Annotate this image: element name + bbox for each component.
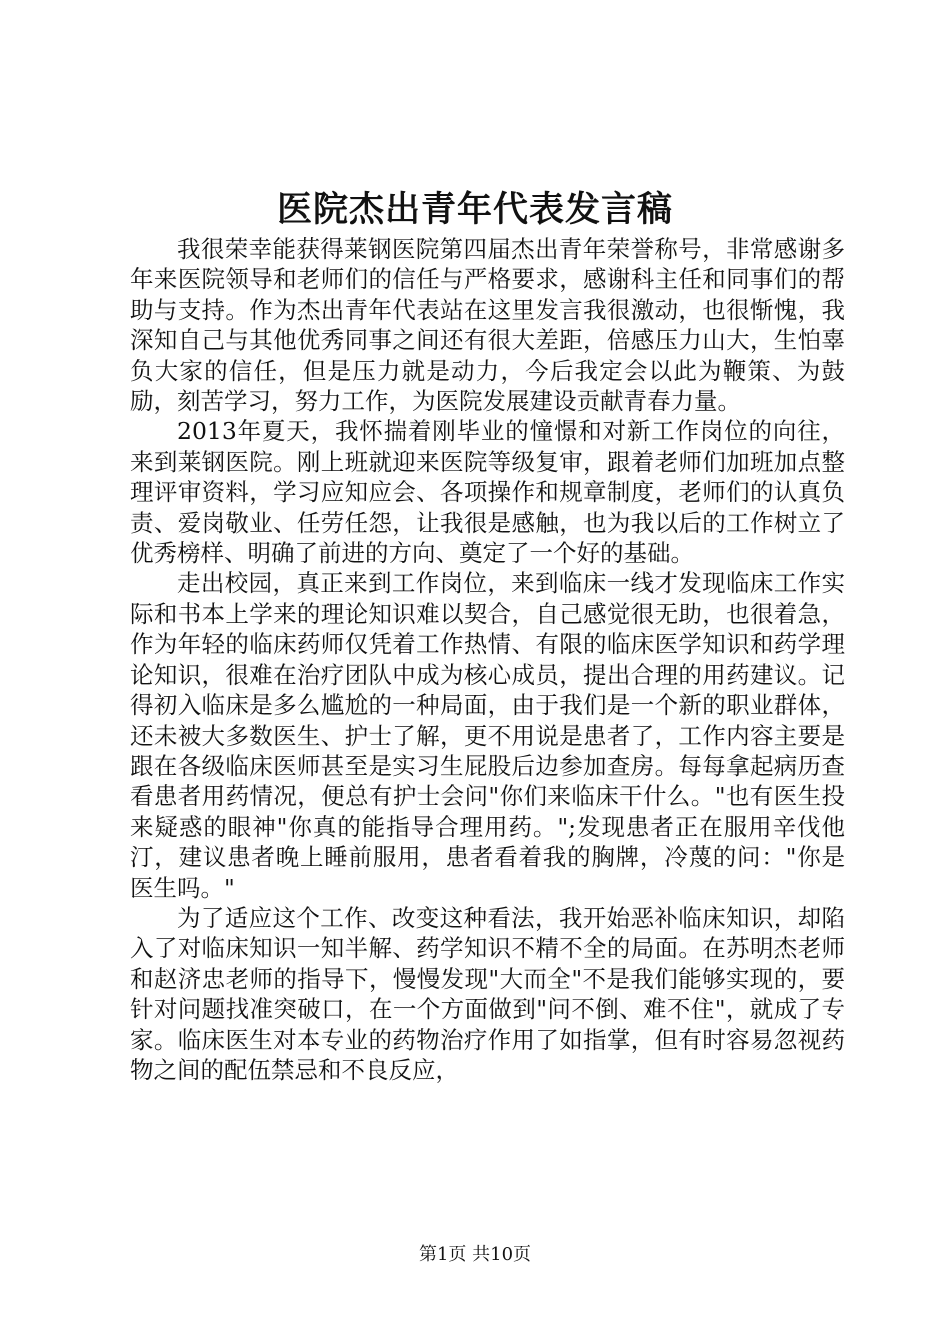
document-title: 医院杰出青年代表发言稿 (276, 189, 673, 230)
paragraph-2: 2013年夏天，我怀揣着刚毕业的憧憬和对新工作岗位的向往，来到莱钢医院。刚上班就迎来医院等级复审，跟着老师们加班加点整理评审资料，学习应知应会、各项操作和规章制度，老师们的认真负责、爱岗敬业、任劳任怨，让我很是感触，也为我以后的工作树立了优秀榜样、明确了前进的方向、奠定了一个好的基础。 (130, 417, 845, 568)
page-footer: 第1页 共10页 (418, 1244, 532, 1265)
paragraph-4: 为了适应这个工作、改变这种看法，我开始恶补临床知识，却陷入了对临床知识一知半解、药学知识不精不全的局面。在苏明杰老师和赵济忠老师的指导下，慢慢发现"大而全"不是我们能够实现的，要针对问题找准突破口，在一个方面做到"问不倒、难不住"，就成了专家。临床医生对本专业的药物治疗作用了如指掌，但有时容易忽视药物之间的配伍禁忌和不良反应， (130, 903, 845, 1084)
paragraph-3: 走出校园，真正来到工作岗位，来到临床一线才发现临床工作实际和书本上学来的理论知识难以契合，自己感觉很无助，也很着急，作为年轻的临床药师仅凭着工作热情、有限的临床医学知识和药学理论知识，很难在治疗团队中成为核心成员，提出合理的用药建议。记得初入临床是多么尴尬的一种局面，由于我们是一个新的职业群体，还未被大多数医生、护士了解，更不用说是患者了，工作内容主要是跟在各级临床医师甚至是实习生屁股后边参加查房。每每拿起病历查看患者用药情况，便总有护士会问"你们来临床干什么。"也有医生投来疑惑的眼神"你真的能指导合理用药。";发现患者正在服用辛伐他汀，建议患者晚上睡前服用，患者看着我的胸牌，冷蔑的问："你是医生吗。" (130, 569, 845, 902)
document-body (130, 234, 845, 1085)
paragraph-1: 我很荣幸能获得莱钢医院第四届杰出青年荣誉称号，非常感谢多年来医院领导和老师们的信任与严格要求，感谢科主任和同事们的帮助与支持。作为杰出青年代表站在这里发言我很激动，也很惭愧，我深知自己与其他优秀同事之间还有很大差距，倍感压力山大，生怕辜负大家的信任，但是压力就是动力，今后我定会以此为鞭策、为鼓励，刻苦学习，努力工作，为医院发展建设贡献青春力量。 (130, 235, 845, 416)
